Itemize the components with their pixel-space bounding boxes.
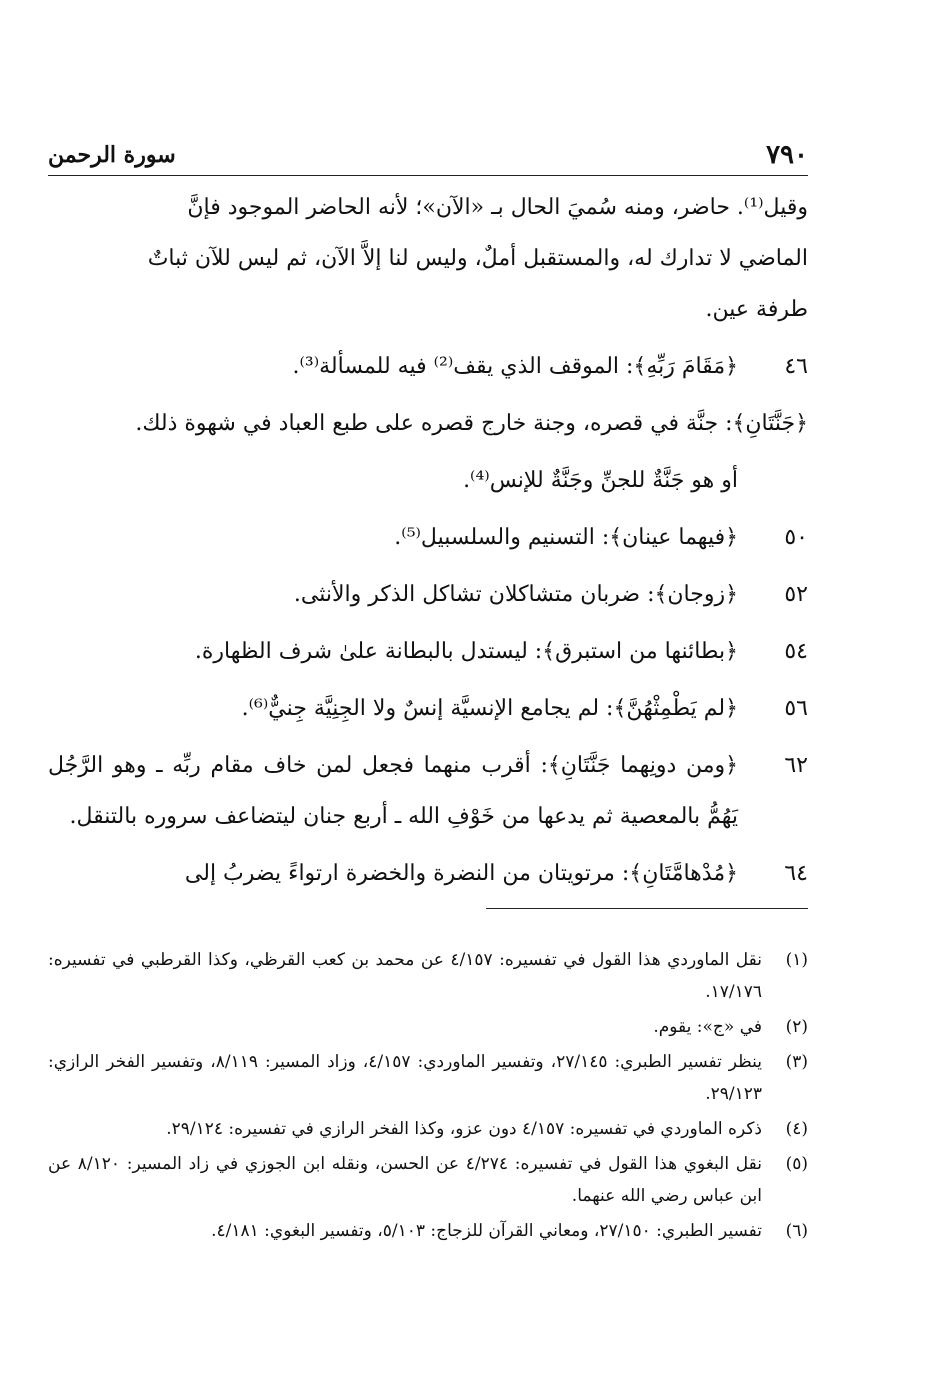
footnote-text: تفسير الطبري: ٢٧/١٥٠، ومعاني القرآن للزجاج: ٥/١٠٣، وتفسير البغوي: ٤/١٨١. <box>211 1221 762 1241</box>
verse-entry <box>48 626 808 677</box>
page-number: ٧٩٠ <box>766 140 808 170</box>
footnote-number: (٣) <box>785 1052 808 1072</box>
footnote-text: ذكره الماوردي في تفسيره: ٤/١٥٧ دون عزو، وكذا الفخر الرازي في تفسيره: ٢٩/١٢٤. <box>166 1119 762 1139</box>
intro-line: الماضي لا تدارك له، والمستقبل أملٌ، وليس لنا إلاَّ الآن، ثم ليس للآن ثباتٌ <box>147 246 808 271</box>
verse-commentary: ﴿بطائنها من استبرق﴾: ليستدل بالبطانة علىٰ شرف الظهارة. <box>194 639 738 664</box>
intro-line: طرفة عين. <box>705 297 808 322</box>
verse-number: ٤٦ <box>784 354 808 379</box>
verse-entry <box>48 683 808 734</box>
verse-number: ٥٦ <box>784 696 808 721</box>
verse-number: ٥٢ <box>784 582 808 607</box>
verse-number: ٥٤ <box>784 639 808 664</box>
verse-entry <box>48 512 808 563</box>
verse-number: ٥٠ <box>784 525 808 550</box>
footnote-number: (٤) <box>785 1119 808 1139</box>
header-rule <box>48 175 808 176</box>
verse-commentary: ﴿جَنَّتَانِ﴾: جنَّة في قصره، وجنة خارج قصره على طبع العباد في شهوة ذلك. <box>135 411 808 436</box>
footnote <box>48 944 808 1008</box>
footnote <box>48 1046 808 1110</box>
verse-entry <box>48 740 808 842</box>
footnote <box>48 1215 808 1247</box>
verse-commentary: ﴿زوجان﴾: ضربان متشاكلان تشاكل الذكر والأنثى. <box>293 582 738 607</box>
footnote-number: (٥) <box>785 1154 808 1174</box>
verse-commentary: ﴿مُدْهامَّتَانِ﴾: مرتويتان من النضرة والخضرة ارتواءً يضربُ إلى <box>184 861 738 886</box>
footnote-text: في «ج»: يقوم. <box>653 1017 762 1037</box>
footnote-text: نقل الماوردي هذا القول في تفسيره: ٤/١٥٧ عن محمد بن كعب القرظي، وكذا القرطبي في تفسيره: ١٧/١٧٦. <box>48 950 762 1002</box>
verse-entry <box>48 341 808 392</box>
footnote-text: ينظر تفسير الطبري: ٢٧/١٤٥، وتفسير الماوردي: ٤/١٥٧، وزاد المسير: ٨/١١٩، وتفسير الفخر الرازي: ٢٩/١٢٣. <box>48 1052 762 1104</box>
verse-commentary: ﴿لم يَطْمِثْهُنَّ﴾: لم يجامع الإنسيَّة إنسٌ ولا الجِنِيَّة جِنيٌّ⁽⁶⁾. <box>241 696 738 721</box>
verse-entry <box>48 398 808 449</box>
footnote <box>48 1148 808 1212</box>
footnotes <box>48 944 808 1250</box>
verse-commentary: ﴿ومن دونِهما جَنَّتَانِ﴾: أقرب منهما فجعل لمن خاف مقام ربِّه ـ وهو الرَّجُل يَهُمُّ بالمعصية ثم يدعها من خَوْفِ الله ـ أربع جنان ليتضاعف سروره بالتنقل. <box>48 753 738 829</box>
footnote-rule <box>486 908 808 909</box>
verse-commentary: ﴿مَقَامَ رَبِّهِ﴾: الموقف الذي يقف⁽²⁾ فيه للمسألة⁽³⁾. <box>292 354 738 379</box>
footnote-number: (١) <box>785 950 808 970</box>
footnote-number: (٢) <box>785 1017 808 1037</box>
verse-commentary: أو هو جَنَّةٌ للجنِّ وجَنَّةٌ للإنس⁽⁴⁾. <box>463 468 738 493</box>
verse-entry <box>48 848 808 899</box>
verse-number: ٦٤ <box>784 861 808 886</box>
footnote-text: نقل البغوي هذا القول في تفسيره: ٤/٢٧٤ عن الحسن، ونقله ابن الجوزي في زاد المسير: ٨/١٢٠ عن ابن عباس رضي الله عنهما. <box>48 1154 762 1206</box>
footnote-number: (٦) <box>785 1221 808 1241</box>
page-header <box>48 136 808 176</box>
verse-number: ٦٢ <box>784 753 808 778</box>
verse-entry <box>48 455 808 506</box>
footnote <box>48 1113 808 1145</box>
footnote <box>48 1011 808 1043</box>
verse-commentary: ﴿فيهما عينان﴾: التسنيم والسلسبيل⁽⁵⁾. <box>394 525 738 550</box>
verse-entry <box>48 569 808 620</box>
intro-line: وقيل⁽¹⁾. حاضر، ومنه سُميَ الحال بـ «الآن»؛ لأنه الحاضر الموجود فإنَّ <box>187 195 808 220</box>
main-text <box>48 182 808 899</box>
surah-title: سورة الرحمن <box>48 142 176 168</box>
